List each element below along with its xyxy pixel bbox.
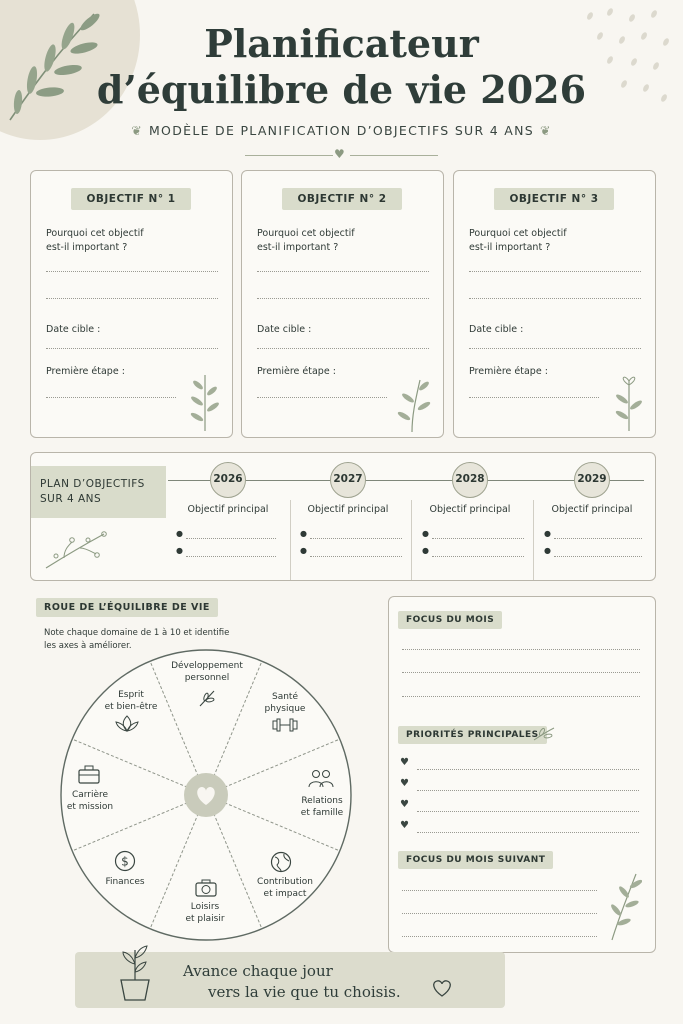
sprig-icon bbox=[197, 688, 217, 708]
goal-why-line1: Pourquoi cet objectif bbox=[469, 228, 567, 239]
coin-icon bbox=[114, 850, 136, 872]
column-divider bbox=[533, 500, 534, 580]
write-line[interactable] bbox=[257, 271, 429, 272]
goal-why-line1: Pourquoi cet objectif bbox=[46, 228, 144, 239]
year-objective-label: Objectif principal bbox=[187, 504, 269, 515]
goal-card-2 bbox=[241, 170, 444, 438]
goal-date-label: Date cible : bbox=[46, 324, 101, 335]
heart-bullet-icon: ♥ bbox=[400, 799, 409, 810]
write-line[interactable] bbox=[432, 538, 524, 539]
write-line[interactable] bbox=[46, 271, 218, 272]
write-line[interactable] bbox=[402, 936, 597, 937]
year-objective-label: Objectif principal bbox=[551, 504, 633, 515]
title-divider bbox=[245, 148, 438, 162]
subtitle-text: MODÈLE DE PLANIFICATION D’OBJECTIFS SUR 4 ANS bbox=[148, 123, 535, 138]
bullet-icon: ● bbox=[176, 546, 183, 555]
globe-icon bbox=[270, 851, 292, 873]
goal-step-label: Première étape : bbox=[469, 366, 548, 377]
write-line[interactable] bbox=[402, 649, 640, 650]
dumbbell-icon bbox=[272, 717, 298, 733]
lotus-icon bbox=[113, 715, 141, 733]
wheel-segment-label: Développement personnel bbox=[171, 661, 243, 683]
priorities-title: PRIORITÉS PRINCIPALES bbox=[398, 726, 547, 744]
column-divider bbox=[411, 500, 412, 580]
briefcase-icon bbox=[78, 765, 100, 785]
flower-sprig-icon bbox=[609, 371, 649, 433]
year-2028-badge: 2028 bbox=[452, 462, 488, 498]
write-line[interactable] bbox=[417, 832, 639, 833]
plan-title-banner bbox=[31, 466, 166, 518]
goal-why-line2: est-il important ? bbox=[46, 242, 128, 253]
plan-title-line1: PLAN D’OBJECTIFS bbox=[40, 478, 145, 490]
bullet-icon: ● bbox=[544, 546, 551, 555]
write-line[interactable] bbox=[46, 348, 218, 349]
page-title-line1: Planificateur bbox=[204, 21, 479, 66]
write-line[interactable] bbox=[46, 298, 218, 299]
write-line[interactable] bbox=[257, 348, 429, 349]
goal-card-1 bbox=[30, 170, 233, 438]
write-line[interactable] bbox=[469, 298, 641, 299]
goal-title: OBJECTIF N° 3 bbox=[494, 188, 614, 210]
svg-text:$: $ bbox=[121, 854, 129, 869]
write-line[interactable] bbox=[310, 538, 402, 539]
plan-title-line2: SUR 4 ANS bbox=[40, 493, 102, 505]
goal-title: OBJECTIF N° 2 bbox=[282, 188, 402, 210]
write-line[interactable] bbox=[469, 397, 599, 398]
wheel-segment-label: Esprit et bien-être bbox=[104, 690, 158, 712]
heart-outline-icon bbox=[430, 978, 454, 998]
goal-step-label: Première étape : bbox=[257, 366, 336, 377]
people-icon bbox=[308, 768, 334, 788]
sprig-icon bbox=[532, 726, 556, 742]
goal-date-label: Date cible : bbox=[469, 324, 524, 335]
goal-why-line2: est-il important ? bbox=[257, 242, 339, 253]
wheel-segment-label: Relations et famille bbox=[300, 796, 344, 818]
write-line[interactable] bbox=[469, 271, 641, 272]
write-line[interactable] bbox=[402, 672, 640, 673]
year-objective-label: Objectif principal bbox=[307, 504, 389, 515]
wheel-segment-label: Carrière et mission bbox=[66, 790, 114, 812]
plant-sprig-icon bbox=[602, 870, 642, 942]
goal-why-line2: est-il important ? bbox=[469, 242, 551, 253]
column-divider bbox=[290, 500, 291, 580]
write-line[interactable] bbox=[402, 890, 597, 891]
page-subtitle bbox=[0, 123, 683, 138]
write-line[interactable] bbox=[417, 769, 639, 770]
heart-icon: ♥ bbox=[334, 147, 345, 161]
heart-bullet-icon: ♥ bbox=[400, 757, 409, 768]
heart-bullet-icon: ♥ bbox=[400, 820, 409, 831]
plant-sprig-icon bbox=[392, 376, 436, 434]
footer-quote-line2: vers la vie que tu choisis. bbox=[208, 983, 401, 1001]
write-line[interactable] bbox=[257, 298, 429, 299]
heart-bullet-icon: ♥ bbox=[400, 778, 409, 789]
wheel-title: ROUE DE L’ÉQUILIBRE DE VIE bbox=[36, 598, 218, 617]
sprig-left-icon: ❦ bbox=[131, 123, 143, 138]
write-line[interactable] bbox=[417, 790, 639, 791]
write-line[interactable] bbox=[402, 913, 597, 914]
goal-step-label: Première étape : bbox=[46, 366, 125, 377]
wheel-segment-label: Loisirs et plaisir bbox=[185, 902, 225, 924]
write-line[interactable] bbox=[310, 556, 402, 557]
write-line[interactable] bbox=[186, 556, 276, 557]
write-line[interactable] bbox=[417, 811, 639, 812]
write-line[interactable] bbox=[46, 397, 176, 398]
year-objective-label: Objectif principal bbox=[429, 504, 511, 515]
bullet-icon: ● bbox=[544, 529, 551, 538]
goal-why-line1: Pourquoi cet objectif bbox=[257, 228, 355, 239]
write-line[interactable] bbox=[554, 556, 642, 557]
wheel-segment-label: Contribution et impact bbox=[257, 877, 313, 899]
goal-title: OBJECTIF N° 1 bbox=[71, 188, 191, 210]
year-2026-badge: 2026 bbox=[210, 462, 246, 498]
potted-plant-icon bbox=[113, 944, 157, 1002]
wheel-segment-label: Finances bbox=[105, 877, 145, 887]
wheel-segment-label: Santé physique bbox=[264, 692, 306, 714]
write-line[interactable] bbox=[186, 538, 276, 539]
bullet-icon: ● bbox=[300, 529, 307, 538]
bullet-icon: ● bbox=[176, 529, 183, 538]
write-line[interactable] bbox=[257, 397, 387, 398]
plant-sprig-icon bbox=[183, 371, 227, 433]
write-line[interactable] bbox=[432, 556, 524, 557]
page-title-line2: d’équilibre de vie 2026 bbox=[96, 67, 587, 112]
year-2027-badge: 2027 bbox=[330, 462, 366, 498]
write-line[interactable] bbox=[469, 348, 641, 349]
branch-with-berries-icon bbox=[42, 528, 108, 572]
bullet-icon: ● bbox=[422, 546, 429, 555]
wheel-instructions-line2: les axes à améliorer. bbox=[44, 641, 132, 651]
focus-month-title: FOCUS DU MOIS bbox=[398, 611, 502, 629]
footer-quote-line1: Avance chaque jour bbox=[183, 962, 333, 980]
goal-card-3 bbox=[453, 170, 656, 438]
wheel-instructions-line1: Note chaque domaine de 1 à 10 et identifie bbox=[44, 628, 230, 638]
goal-date-label: Date cible : bbox=[257, 324, 312, 335]
bullet-icon: ● bbox=[422, 529, 429, 538]
bullet-icon: ● bbox=[300, 546, 307, 555]
year-2029-badge: 2029 bbox=[574, 462, 610, 498]
write-line[interactable] bbox=[554, 538, 642, 539]
sprig-right-icon: ❦ bbox=[540, 123, 552, 138]
next-month-focus-title: FOCUS DU MOIS SUIVANT bbox=[398, 851, 553, 869]
write-line[interactable] bbox=[402, 696, 640, 697]
camera-icon bbox=[195, 879, 217, 897]
